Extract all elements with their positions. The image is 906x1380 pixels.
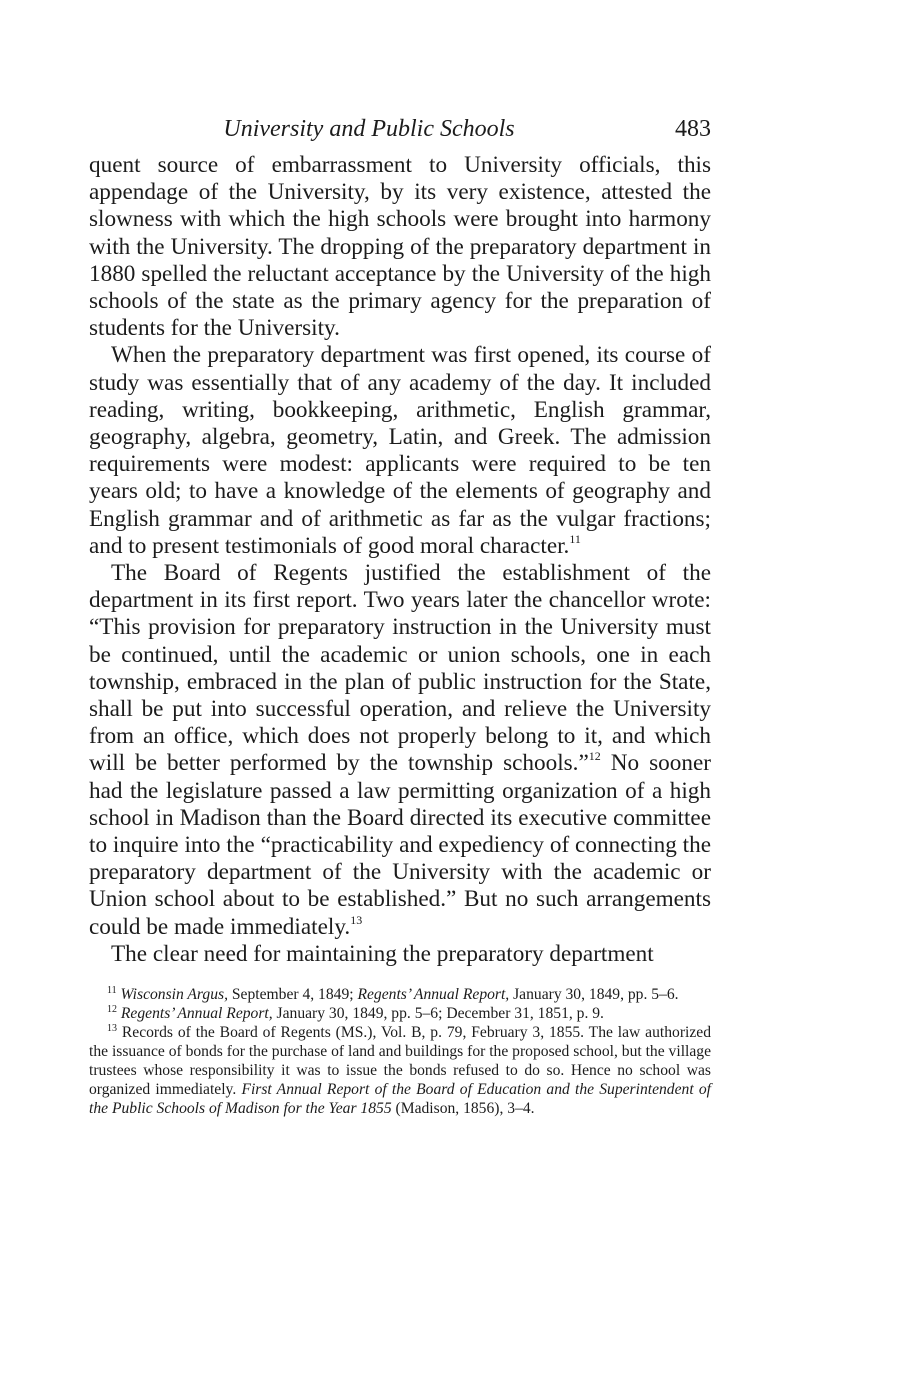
paragraph-text: The Board of Regents justified the establishment of the department in its first report. Two years later the chancellor wrote: “This provision for preparatory instruction in the University must be continued, until the academic or union schools, one in each township, embraced in the plan of public instruction for the State, shall be put into successful operation, and relieve the University from an office, which does not properly belong to it, and which will be better performed by the township schools.” xyxy=(89,560,711,777)
footnote-text: (Madison, 1856), 3–4. xyxy=(391,1100,535,1118)
footnote-text: Records of the Board of Regents (MS.), Vol. B, p. 79, February 3, 1855. The law authorized the issuance of bonds for the purchase of land and buildings for the proposed school, but the village trustees whose responsibility it was to issue the bonds refused to do so. Hence no school was organized immediately. xyxy=(89,1024,711,1099)
paragraph-text: The clear need for maintaining the preparatory department xyxy=(111,940,654,967)
footnote-ref-12: 12 xyxy=(588,749,601,764)
footnote-ref-13: 13 xyxy=(350,912,363,927)
body-paragraph xyxy=(89,342,711,560)
footnote-text: January 30, 1849, pp. 5–6; December 31, 1851, p. 9. xyxy=(272,1005,604,1023)
body-paragraph xyxy=(89,941,711,968)
footnote-number: 12 xyxy=(107,1004,117,1016)
footnote-italic: Wisconsin Argus, xyxy=(120,986,228,1004)
footnote-italic: First Annual Report of the Board of Education and the Superintendent of the Public Schools of Madison for the Year 1855 xyxy=(89,1081,711,1118)
book-page xyxy=(89,112,711,1118)
running-title: University and Public Schools xyxy=(223,116,515,142)
footnote-number: 11 xyxy=(107,985,117,997)
paragraph-text: quent source of embarrassment to University officials, this appendage of the University, by its very existence, attested the slowness with which the high schools were brought into harmony with the University. The dropping of the preparatory department in 1880 spelled the reluctant acceptance by the University of the high schools of the state as the primary agency for the preparation of students for the University. xyxy=(89,152,711,342)
footnote-italic: Regents’ Annual Report, xyxy=(120,1005,273,1023)
paragraph-text: When the preparatory department was first opened, its course of study was essentially that of any academy of the day. It included reading, writing, bookkeeping, arithmetic, English grammar, geography, algebra, geometry, Latin, and Greek. The admission requirements were modest: applicants were required to be ten years old; to have a knowledge of the elements of geography and English grammar and of arithmetic as far as the vulgar fractions; and to present testimonials of good moral character. xyxy=(89,342,711,559)
paragraph-text: No sooner had the legislature passed a law permitting organization of a high school in Madison than the Board directed its executive committee to inquire into the “practicability and expediency of connecting the preparatory department of the University with the academic or Union school about to be established.” But no such arrangements could be made immediately. xyxy=(89,750,711,940)
page-number: 483 xyxy=(675,116,711,142)
footnote-text: January 30, 1849, pp. 5–6. xyxy=(509,986,679,1004)
footnote-13 xyxy=(89,1023,711,1118)
footnote-italic: Regents’ Annual Report, xyxy=(357,986,510,1004)
body-paragraph xyxy=(89,152,711,342)
body-text xyxy=(89,152,711,968)
footnote-number: 13 xyxy=(107,1023,117,1035)
footnote-11 xyxy=(89,985,711,1004)
footnote-text: September 4, 1849; xyxy=(227,986,358,1004)
body-paragraph xyxy=(89,560,711,941)
footnotes xyxy=(89,985,711,1118)
running-head xyxy=(89,112,711,152)
footnote-12 xyxy=(89,1004,711,1023)
footnote-ref-11: 11 xyxy=(569,531,581,546)
